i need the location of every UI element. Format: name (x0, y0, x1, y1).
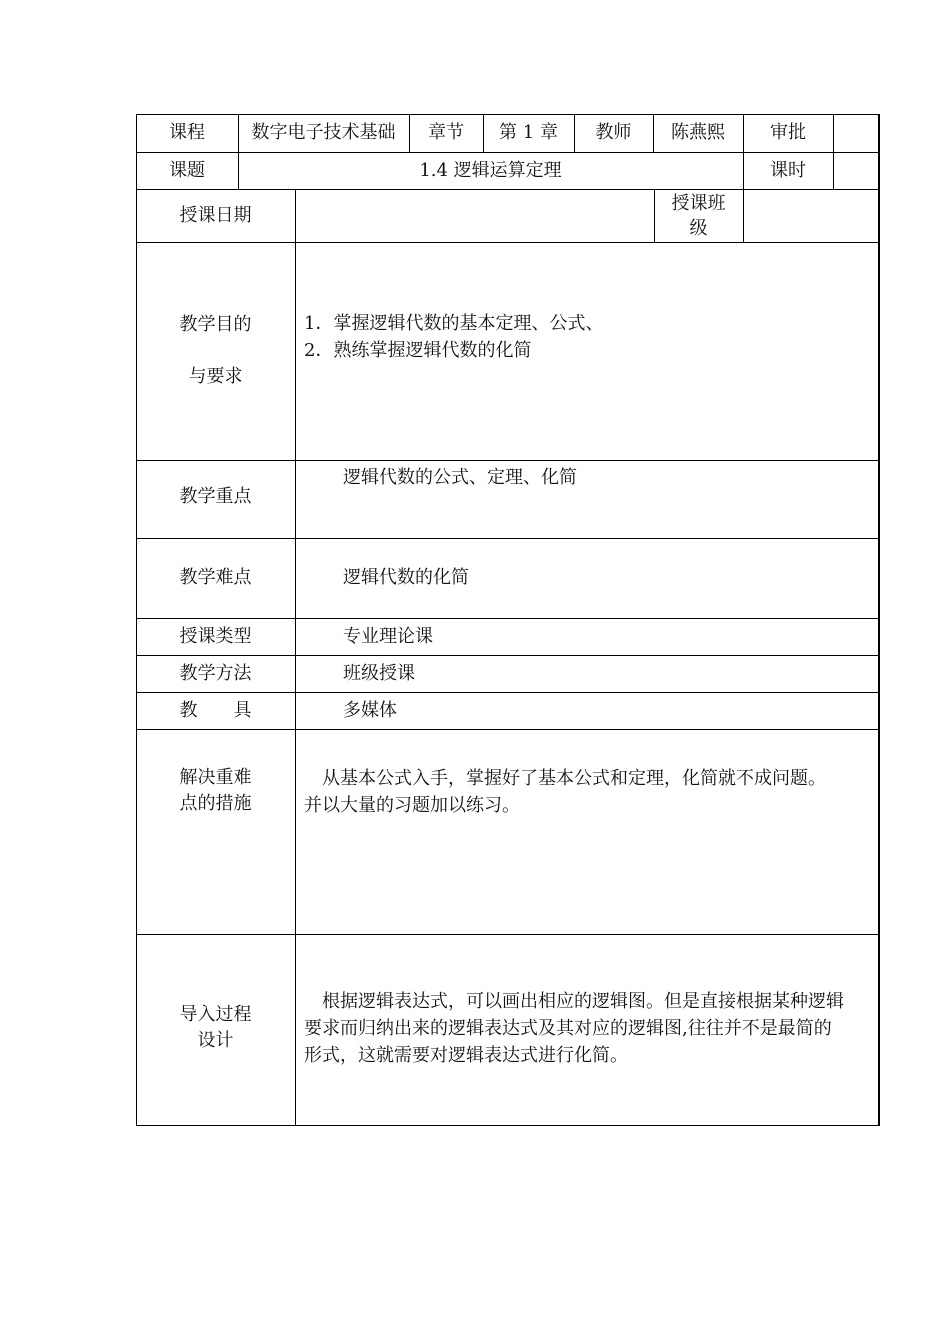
row-divider (136, 934, 880, 935)
chapter-value: 第 1 章 (499, 122, 558, 143)
teacher-value: 陈燕熙 (671, 122, 725, 143)
lesson-type-value: 专业理论课 (343, 626, 433, 647)
intro-line: 要求而归纳出来的逻辑表达式及其对应的逻辑图,往往并不是最简的 (304, 1018, 832, 1039)
measures-line: 并以大量的习题加以练习。 (304, 795, 520, 816)
hours-label: 课时 (770, 159, 806, 181)
intro-label-line-1: 导入过程 (179, 1004, 252, 1025)
row-divider (136, 1125, 880, 1126)
teacher-label: 教师 (595, 122, 632, 143)
key-points-value: 逻辑代数的公式、定理、化简 (343, 467, 577, 488)
date-label: 授课日期 (179, 204, 252, 226)
course-label: 课程 (169, 122, 205, 143)
table-border-right (878, 114, 880, 1126)
topic-value: 1.4 逻辑运算定理 (419, 159, 562, 181)
intro-line: 形式，这就需要对逻辑表达式进行化简。 (304, 1045, 628, 1066)
course-value: 数字电子技术基础 (251, 122, 396, 143)
class-label-line-2: 级 (689, 217, 708, 239)
class-label (654, 189, 743, 242)
goals-label (136, 242, 295, 460)
intro-line: 根据逻辑表达式，可以画出相应的逻辑图。但是直接根据某种逻辑 (304, 991, 844, 1012)
method-label: 教学方法 (179, 662, 252, 684)
measures-line: 从基本公式入手，掌握好了基本公式和定理，化简就不成问题。 (304, 768, 826, 789)
difficulties-value: 逻辑代数的化简 (343, 567, 469, 588)
class-label-line-1: 授课班 (671, 192, 726, 214)
tools-value: 多媒体 (343, 700, 397, 721)
approve-value[interactable] (833, 114, 878, 152)
measures-label (136, 764, 295, 818)
row-divider (136, 460, 880, 461)
goals-item: 2．熟练掌握逻辑代数的化简 (304, 340, 532, 361)
goals-item: 1．掌握逻辑代数的基本定理、公式、 (304, 313, 604, 334)
date-value[interactable] (295, 189, 654, 242)
lesson-plan-table (136, 114, 880, 1126)
difficulties-label: 教学难点 (179, 567, 252, 588)
col-divider (295, 189, 296, 1125)
method-value: 班级授课 (343, 663, 415, 684)
approve-label: 审批 (770, 122, 806, 143)
class-value[interactable] (743, 189, 878, 242)
measures-label-line-2: 点的措施 (179, 793, 252, 814)
intro-label-line-2: 设计 (197, 1030, 234, 1051)
hours-value[interactable] (833, 152, 878, 189)
intro-label (136, 1001, 295, 1055)
goals-label-line-2: 与要求 (188, 366, 243, 387)
lesson-type-label: 授课类型 (179, 625, 252, 647)
measures-label-line-1: 解决重难 (179, 767, 252, 788)
topic-label: 课题 (169, 159, 205, 181)
tools-label: 教 具 (179, 699, 252, 721)
key-points-label: 教学重点 (179, 486, 252, 507)
row-divider (136, 729, 880, 730)
goals-label-line-1: 教学目的 (179, 314, 252, 335)
chapter-label: 章节 (428, 122, 464, 143)
